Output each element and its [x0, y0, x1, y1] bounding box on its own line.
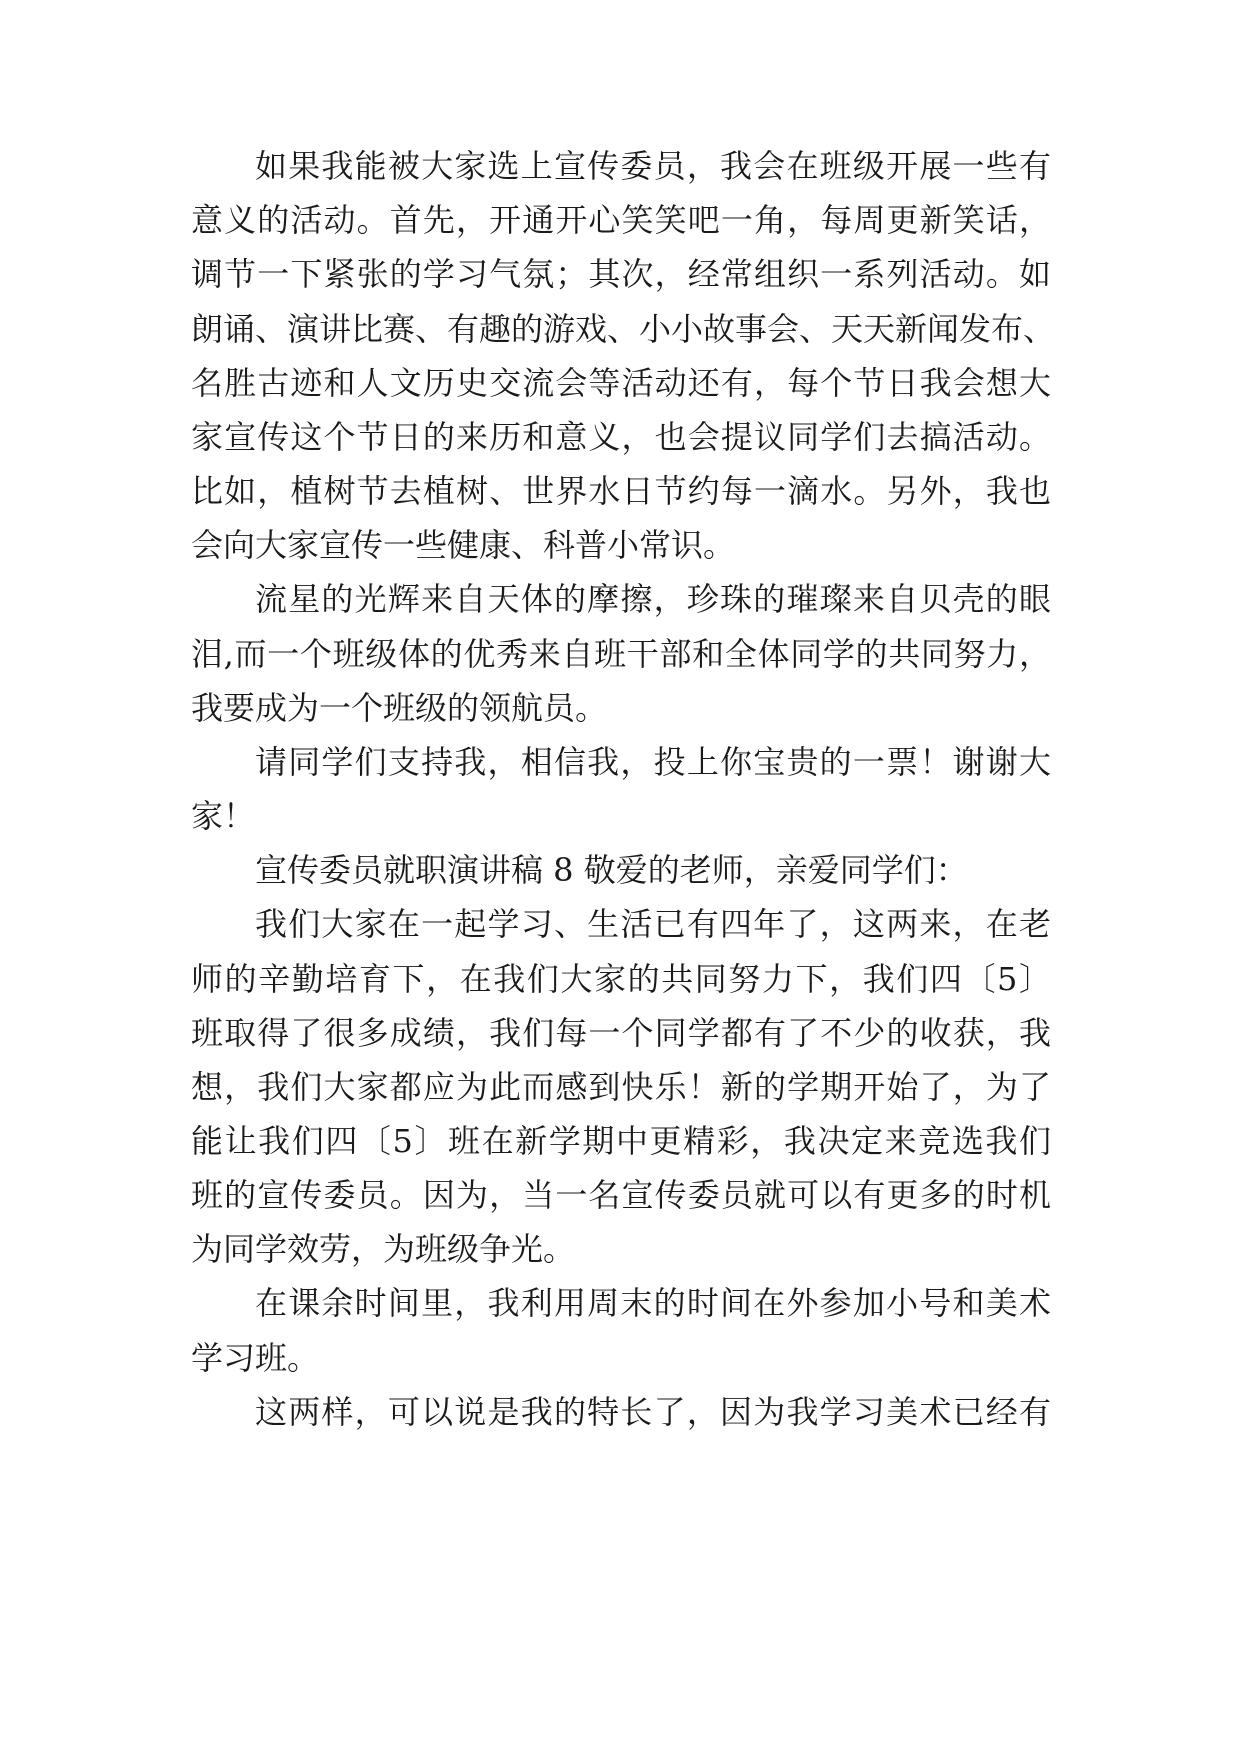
text-line: 泪,而一个班级体的优秀来自班干部和全体同学的共同努力，	[191, 635, 1051, 673]
text-line: 能让我们四〔5〕班在新学期中更精彩，我决定来竞选我们	[191, 1122, 1051, 1160]
text-line: 流星的光辉来自天体的摩擦，珍珠的璀璨来自贝壳的眼	[255, 580, 1051, 618]
text-line: 这两样，可以说是我的特长了，因为我学习美术已经有	[255, 1393, 1051, 1431]
text-line: 如果我能被大家选上宣传委员，我会在班级开展一些有	[255, 147, 1051, 185]
text-line: 我要成为一个班级的领航员。	[191, 689, 608, 727]
text-line: 请同学们支持我，相信我，投上你宝贵的一票！谢谢大	[255, 743, 1051, 781]
text-line: 学习班。	[191, 1339, 320, 1377]
text-line: 家！	[191, 797, 256, 835]
text-line: 宣传委员就职演讲稿 8 敬爱的老师，亲爱同学们：	[255, 851, 968, 889]
text-line: 想，我们大家都应为此而感到快乐！新的学期开始了，为了	[191, 1068, 1051, 1106]
text-line: 班的宣传委员。因为，当一名宣传委员就可以有更多的时机	[191, 1176, 1051, 1214]
text-line: 名胜古迹和人文历史交流会等活动还有，每个节日我会想大	[191, 364, 1051, 402]
text-line: 在课余时间里，我利用周末的时间在外参加小号和美术	[255, 1284, 1051, 1322]
text-line: 调节一下紧张的学习气氛；其次，经常组织一系列活动。如	[191, 255, 1051, 293]
text-line: 会向大家宣传一些健康、科普小常识。	[191, 526, 736, 564]
text-line: 班取得了很多成绩，我们每一个同学都有了不少的收获，我	[191, 1014, 1051, 1052]
text-line: 朗诵、演讲比赛、有趣的游戏、小小故事会、天天新闻发布、	[191, 310, 1056, 348]
text-line: 家宣传这个节日的来历和意义，也会提议同学们去搞活动。	[191, 418, 1051, 456]
text-line: 师的辛勤培育下，在我们大家的共同努力下，我们四〔5〕	[191, 960, 1051, 998]
text-line: 为同学效劳，为班级争光。	[191, 1230, 576, 1268]
text-line: 我们大家在一起学习、生活已有四年了，这两来，在老	[255, 905, 1051, 943]
text-line: 意义的活动。首先，开通开心笑笑吧一角，每周更新笑话，	[191, 201, 1051, 239]
text-line: 比如，植树节去植树、世界水日节约每一滴水。另外，我也	[191, 472, 1051, 510]
